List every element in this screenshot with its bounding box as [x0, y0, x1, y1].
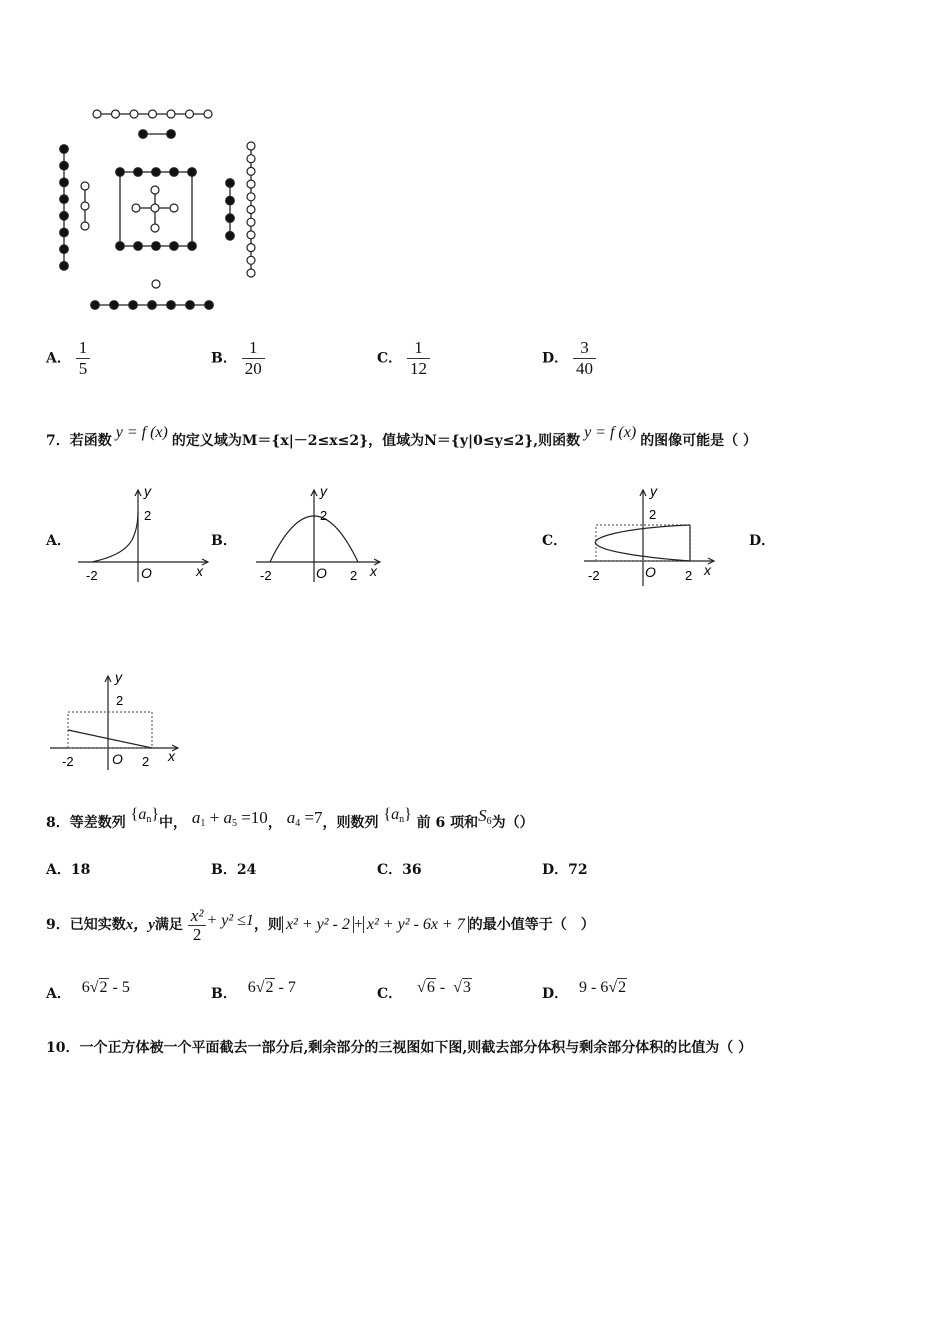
filled-bead — [152, 168, 161, 177]
open-bead — [149, 110, 157, 118]
filled-bead — [170, 168, 179, 177]
q7-graph-b-x: x — [370, 563, 377, 579]
q6-option-c-fraction: $\frac{1}{12}$ — [407, 338, 430, 379]
open-bead — [81, 182, 89, 190]
q9-option-b[interactable]: B． 6√2 - 7 — [211, 979, 296, 1002]
q8-comma: ， — [267, 815, 282, 831]
q9-fraction: $\frac{\text{x²}}{2}$ — [188, 907, 207, 944]
q9-stem — [46, 895, 595, 955]
open-bead — [167, 110, 175, 118]
open-bead — [247, 218, 255, 226]
q7-text-3: 的图像可能是（ ） — [640, 433, 758, 449]
filled-bead — [139, 130, 148, 139]
bead-pattern-figure — [0, 0, 300, 320]
open-bead — [204, 110, 212, 118]
filled-bead — [226, 214, 235, 223]
filled-bead — [60, 212, 69, 221]
q7-option-d-label[interactable]: D． — [749, 533, 776, 549]
q8-option-a[interactable]: A．18 — [46, 862, 91, 878]
q8-number: 8． — [46, 815, 70, 831]
q10-number: 10． — [46, 1040, 80, 1056]
q8-text-2: 中， — [159, 815, 187, 831]
q8-text-4: 前 6 项和 — [416, 815, 479, 831]
q8-option-c[interactable]: C．36 — [377, 862, 422, 878]
q6-option-d[interactable] — [542, 338, 596, 379]
q7-graph-a-y: y — [144, 483, 151, 499]
q7-graph-b-neg2: -2 — [260, 568, 272, 583]
q7-text-1: 若函数 — [69, 433, 112, 449]
filled-bead — [60, 195, 69, 204]
filled-bead — [167, 301, 176, 310]
q9-text-4: 的最小值等于（ ） — [468, 917, 595, 933]
q9-text-2: 满足 — [154, 917, 183, 933]
filled-bead — [226, 196, 235, 205]
filled-bead — [134, 242, 143, 251]
open-bead — [247, 269, 255, 277]
filled-bead — [226, 232, 235, 241]
open-bead — [247, 142, 255, 150]
q7-option-b-label[interactable]: B． — [211, 533, 237, 549]
open-bead — [247, 193, 255, 201]
q7-graph-b-pos2: 2 — [350, 568, 358, 583]
q7-graph-c-pos2: 2 — [685, 568, 693, 583]
open-bead — [151, 186, 159, 194]
q9-text-1: 已知实数 — [69, 917, 126, 933]
filled-bead — [116, 242, 125, 251]
q7-graph-b-y: y — [320, 483, 327, 499]
q8-text-5: 为（） — [491, 815, 534, 831]
filled-bead — [188, 242, 197, 251]
open-bead — [151, 224, 159, 232]
filled-bead — [60, 228, 69, 237]
open-bead — [247, 256, 255, 264]
filled-bead — [170, 242, 179, 251]
q7-graph-d — [46, 670, 196, 780]
open-bead — [170, 204, 178, 212]
filled-bead — [134, 168, 143, 177]
q7-graph-b-2: 2 — [320, 508, 328, 523]
open-bead — [152, 280, 160, 288]
q7-option-c-label[interactable]: C． — [542, 533, 568, 549]
q7-graph-a — [70, 482, 220, 592]
open-bead — [247, 231, 255, 239]
q8-stem — [46, 806, 534, 833]
filled-bead — [60, 161, 69, 170]
q8-seq-1: $\{a_n\}$ — [130, 806, 159, 825]
filled-bead — [110, 301, 119, 310]
q8-option-d[interactable]: D．72 — [542, 862, 588, 878]
q9-inequality: + y² ≤1 — [206, 912, 254, 929]
q9-plus: + — [353, 916, 363, 933]
open-bead — [130, 110, 138, 118]
q8-seq-2: $\{a_n\}$ — [383, 806, 412, 825]
q7-graph-b — [250, 482, 400, 592]
q8-eq-2: $a_4 =7$ — [286, 808, 323, 829]
q6-option-a-label: A． — [46, 350, 71, 367]
q7-graph-a-o: O — [141, 565, 152, 581]
q6-option-c-label: C． — [377, 350, 403, 367]
q7-graph-c-2: 2 — [649, 507, 657, 522]
q9-abs-1: x² + y² - 2 — [282, 916, 354, 933]
open-bead — [151, 204, 159, 212]
q7-graph-d-2: 2 — [116, 693, 124, 708]
filled-bead — [60, 245, 69, 254]
filled-bead — [60, 178, 69, 187]
q7-graph-d-pos2: 2 — [142, 754, 150, 769]
filled-bead — [148, 301, 157, 310]
q10-stem — [46, 1037, 752, 1057]
q7-graph-a-x: x — [196, 563, 203, 579]
q7-graph-d-neg2: -2 — [62, 754, 74, 769]
q7-graph-d-y: y — [115, 669, 122, 685]
open-bead — [93, 110, 101, 118]
open-bead — [247, 180, 255, 188]
open-bead — [247, 244, 255, 252]
open-bead — [186, 110, 194, 118]
q7-graph-b-o: O — [316, 565, 327, 581]
q6-option-b[interactable] — [211, 338, 265, 379]
q8-text-1: 等差数列 — [69, 815, 126, 831]
open-bead — [247, 167, 255, 175]
filled-bead — [60, 145, 69, 154]
q7-text-2: 的定义域为M＝{x|－2≤x≤2}，值域为N＝{y|0≤y≤2},则函数 — [171, 433, 581, 449]
open-bead — [132, 204, 140, 212]
q6-option-a-fraction: $\frac{1}{5}$ — [76, 338, 91, 379]
q7-graph-a-neg2: -2 — [86, 568, 98, 583]
filled-bead — [152, 242, 161, 251]
open-bead — [247, 206, 255, 214]
q7-graph-d-o: O — [112, 751, 123, 767]
q9-text-3: ，则 — [253, 917, 282, 933]
q7-graph-c-o: O — [645, 564, 656, 580]
q9-option-a[interactable]: A． 6√2 - 5 — [46, 979, 130, 1002]
q6-option-c[interactable] — [377, 338, 430, 379]
q7-number: 7． — [46, 433, 70, 449]
q6-option-b-fraction: $\frac{1}{20}$ — [242, 338, 265, 379]
q9-vars: x，y — [125, 917, 155, 933]
q7-graph-c-y: y — [650, 483, 657, 499]
q6-option-b-label: B． — [211, 350, 237, 367]
q7-stem — [46, 424, 758, 450]
filled-bead — [188, 168, 197, 177]
q7-func-1: y = f (x) — [115, 424, 168, 441]
q7-graph-c — [580, 482, 730, 592]
filled-bead — [91, 301, 100, 310]
q8-text-3: ，则数列 — [322, 815, 379, 831]
q9-number: 9． — [46, 917, 70, 933]
q6-option-d-label: D． — [542, 350, 569, 367]
q7-graph-c-neg2: -2 — [588, 568, 600, 583]
q10-text: 一个正方体被一个平面截去一部分后,剩余部分的三视图如下图,则截去部分体积与剩余部分体积的比值为（ ） — [79, 1040, 753, 1056]
filled-bead — [129, 301, 138, 310]
q7-option-a-label[interactable]: A． — [46, 533, 71, 549]
q8-s6: $S_6$ — [478, 806, 492, 827]
filled-bead — [116, 168, 125, 177]
q9-abs-2: x² + y² - 6x + 7 — [363, 916, 469, 933]
filled-bead — [60, 262, 69, 271]
open-bead — [81, 222, 89, 230]
q8-option-b[interactable]: B．24 — [211, 862, 257, 878]
filled-bead — [186, 301, 195, 310]
q9-option-d[interactable]: D． 9 - 6√2 — [542, 979, 627, 1002]
q7-graph-a-2: 2 — [144, 508, 152, 523]
q7-graph-d-x: x — [168, 748, 175, 764]
filled-bead — [226, 179, 235, 188]
q7-func-2: y = f (x) — [584, 424, 637, 441]
open-bead — [81, 202, 89, 210]
q9-option-c[interactable]: C． √6 - √3 — [377, 979, 471, 1002]
q6-option-d-fraction: $\frac{3}{40}$ — [573, 338, 596, 379]
q8-eq-1: $a_1 + a_5 =10$ — [191, 808, 268, 829]
filled-bead — [205, 301, 214, 310]
q7-graph-c-x: x — [704, 562, 711, 578]
q6-option-a[interactable] — [46, 338, 90, 379]
open-bead — [112, 110, 120, 118]
open-bead — [247, 155, 255, 163]
filled-bead — [167, 130, 176, 139]
